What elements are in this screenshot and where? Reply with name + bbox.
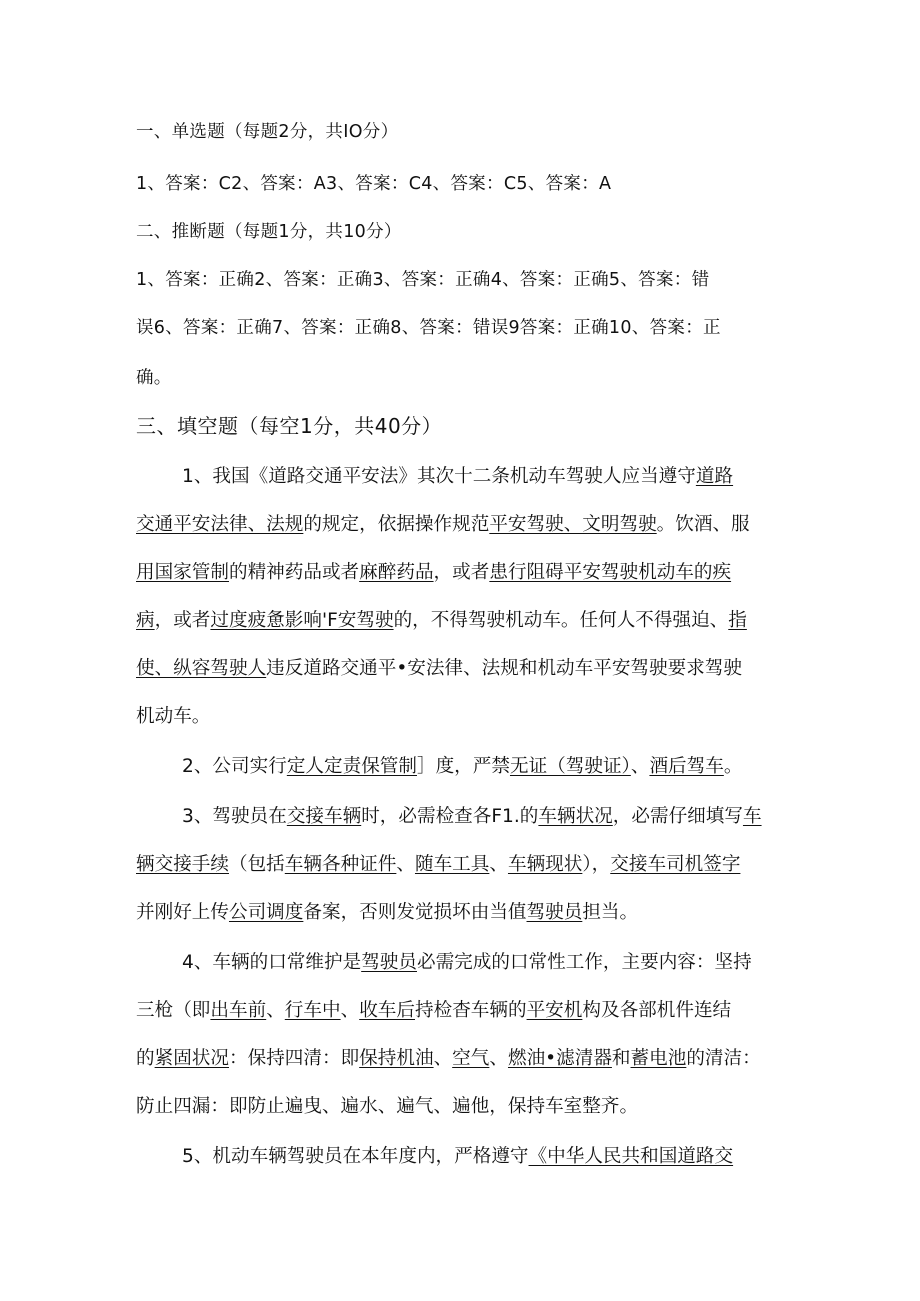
section2-line-1: 1、答案：正确2、答案：正确3、答案：正确4、答案：正确5、答案：错 bbox=[136, 270, 710, 290]
blank: 平安机 bbox=[526, 1000, 583, 1021]
blank: 指 bbox=[728, 610, 747, 631]
blank: 公司调度 bbox=[228, 902, 304, 923]
q2-line: 2、公司实行定人定责保管制］度，严禁无证（驾驶证）、酒后驾车。 bbox=[182, 756, 743, 777]
blank: 过度疲惫影响'F安驾驶 bbox=[210, 610, 394, 631]
blank: 燃油•滤清器 bbox=[507, 1048, 612, 1069]
section2-line-3: 确。 bbox=[136, 368, 172, 388]
blank: 保持机油 bbox=[359, 1048, 434, 1069]
q1-line-5: 使、纵容驾驶人违反道路交通平•安法律、法规和机动车平安驾驶要求驾驶 bbox=[136, 658, 742, 679]
q3-line-3: 并刚好上传公司调度备案，否则发觉损坏由当值驾驶员担当。 bbox=[136, 902, 639, 923]
q1-line-3: 用国家管制的精神药品或者麻醉药品，或者患行阻碍平安驾驶机动车的疾 bbox=[136, 562, 732, 583]
blank: 驾驶员 bbox=[526, 902, 583, 923]
section3-title: 三、填空题（每空1分，共40分） bbox=[136, 414, 443, 438]
q4-line-2: 三枪（即出车前、行车中、收车后持检杳车辆的平安机构及各部机件连结 bbox=[136, 1000, 732, 1021]
blank: 收车后 bbox=[359, 1000, 415, 1021]
blank: 紧固状况 bbox=[154, 1048, 229, 1069]
q1-line-2: 交通平安法律、法规的规定，依据操作规范平安驾驶、文明驾驶。饮酒、服 bbox=[136, 514, 750, 535]
blank: 车辆现状 bbox=[507, 854, 583, 875]
blank: 使、纵容驾驶人 bbox=[136, 658, 267, 679]
blank: 行车中 bbox=[284, 1000, 341, 1021]
q3-line-1: 3、驾驶员在交接车辆时，必需检查各F1.的车辆状况，必需仔细填写车 bbox=[182, 806, 762, 827]
blank: 用国家管制 bbox=[136, 562, 229, 583]
blank: 车辆各种证件 bbox=[284, 854, 397, 875]
section1-answers: 1、答案：C2、答案：A3、答案：C4、答案：C5、答案：A bbox=[136, 174, 612, 194]
q1-line-6: 机动车。 bbox=[136, 706, 211, 727]
blank: 交接车司机签字 bbox=[610, 854, 741, 875]
section1-title: 一、单选题（每题2分，共IO分） bbox=[136, 122, 399, 142]
blank: 交通平安法律、法规 bbox=[136, 514, 304, 535]
section2-title: 二、推断题（每题1分，共10分） bbox=[136, 222, 402, 242]
blank: 出车前 bbox=[210, 1000, 267, 1021]
blank: 随车工具 bbox=[414, 854, 490, 875]
blank: 定人定责保管制 bbox=[286, 756, 417, 777]
blank: 无证（驾驶证） bbox=[509, 756, 631, 777]
blank: 交接车辆 bbox=[286, 806, 362, 827]
q1-line-1: 1、我国《道路交通平安法》其次十二条机动车驾驶人应当遵守道路 bbox=[182, 466, 734, 487]
blank: 病 bbox=[136, 610, 155, 631]
blank: 空气 bbox=[452, 1048, 490, 1069]
q4-line-3: 的紧固状况：保持四清：即保持机油、空气、燃油•滤清器和蓄电池的清洁： bbox=[136, 1048, 761, 1069]
blank: 辆交接手续 bbox=[136, 854, 229, 875]
blank: 麻醉药品 bbox=[359, 562, 434, 583]
q1-line-4: 病，或者过度疲惫影响'F安驾驶的，不得驾驶机动车。任何人不得强迫、指 bbox=[136, 610, 747, 631]
q3-line-2: 辆交接手续（包括车辆各种证件、随车工具、车辆现状），交接车司机签字 bbox=[136, 854, 741, 875]
blank: 车辆状况 bbox=[538, 806, 613, 827]
q4-line-4: 防止四漏：即防止遍曳、遍水、遍气、遍他，保持车室整齐。 bbox=[136, 1096, 639, 1117]
blank: 蓄电池 bbox=[630, 1048, 687, 1069]
blank: 驾驶员 bbox=[361, 952, 417, 973]
blank: 车 bbox=[742, 806, 762, 827]
blank: 《中华人民共和国道路交 bbox=[528, 1146, 734, 1167]
blank: 患行阻碍平安驾驶机动车的疾 bbox=[489, 562, 732, 583]
q5-line-1: 5、机动车辆驾驶员在本年度内，严格遵守《中华人民共和国道路交 bbox=[182, 1146, 734, 1167]
blank: 道路 bbox=[695, 466, 734, 487]
section2-line-2: 误6、答案：正确7、答案：正确8、答案：错误9答案：正确10、答案：正 bbox=[136, 318, 721, 338]
blank: 酒后驾车 bbox=[649, 756, 724, 777]
q4-line-1: 4、车辆的口常维护是驾驶员必需完成的口常性工作，主要内容：坚持 bbox=[182, 952, 752, 973]
blank: 平安驾驶、文明驾驶 bbox=[489, 514, 657, 535]
